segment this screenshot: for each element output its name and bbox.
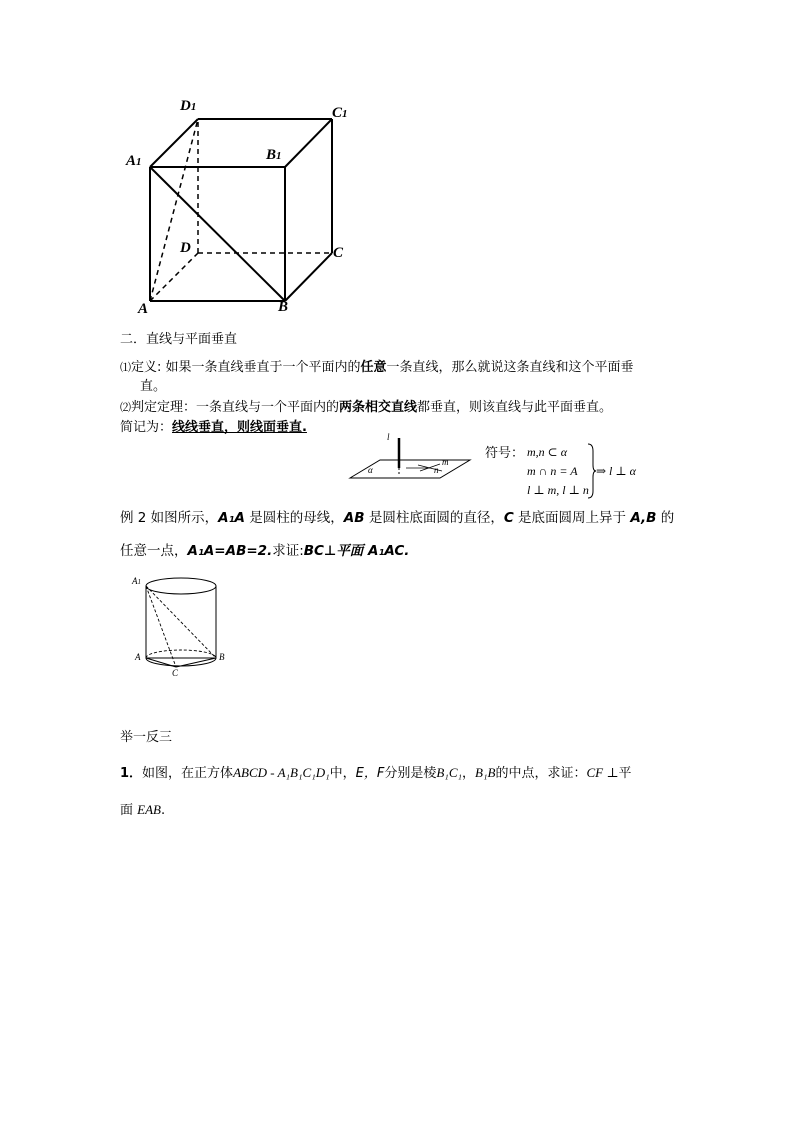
symbols-result: ⇒ l ⊥ α xyxy=(596,464,636,478)
label-alpha: α xyxy=(368,465,373,475)
cylinder-figure xyxy=(132,572,232,682)
symbols-line3: l ⊥ m, l ⊥ n xyxy=(527,483,589,497)
practice-line1: 1．如图，在正方体ABCD - A₁B₁C₁D₁中，E，F分别是棱B₁C₁，B₁B的中点，求证：CF ⊥平 xyxy=(120,765,632,781)
plane-figure xyxy=(348,434,473,484)
practice-heading: 举一反三 xyxy=(120,730,173,745)
cylinder-diagram xyxy=(132,572,232,682)
theorem-line: ⑵判定定理：一条直线与一个平面内的两条相交直线都垂直，则该直线与此平面垂直。 xyxy=(120,400,613,415)
label-b1: B1 xyxy=(266,147,282,163)
cyl-label-a: A xyxy=(135,652,141,662)
cyl-label-a1: A1 xyxy=(132,576,141,586)
plane-diagram xyxy=(348,434,473,484)
edge-a-d xyxy=(150,253,198,301)
symbols-label: 符号： xyxy=(485,446,525,461)
label-c: C xyxy=(333,245,344,261)
symbols-line2: m ∩ n = A xyxy=(527,464,578,478)
definition-line1: ⑴定义: 如果一条直线垂直于一个平面内的任意一条直线，那么就说这条直线和这个平面垂 xyxy=(120,360,634,375)
label-d: D xyxy=(180,240,191,256)
definition-line2: 直。 xyxy=(140,379,167,394)
edge-a1-d1 xyxy=(150,119,198,167)
label-c1: C1 xyxy=(332,105,348,121)
example2-line1: 例 2 如图所示，A₁A 是圆柱的母线，AB 是圆柱底面圆的直径，C 是底面圆周上异于 A,B 的 xyxy=(120,510,675,526)
cyl-label-b: B xyxy=(219,652,225,662)
practice-line2: 面 EAB. xyxy=(120,802,166,818)
label-a1: A1 xyxy=(126,153,142,169)
example2-line2: 任意一点，A₁A=AB=2.求证:BC⊥平面 A₁AC. xyxy=(120,543,410,559)
diag-a-d1 xyxy=(150,119,198,301)
edge-b-c xyxy=(285,253,332,301)
memo-line: 简记为：线线垂直，则线面垂直. xyxy=(120,420,307,435)
label-m: m xyxy=(442,457,449,467)
label-b: B xyxy=(278,299,289,315)
symbols-line1: m,n ⊂ α xyxy=(527,445,568,459)
cube-diagram xyxy=(120,95,360,325)
label-d1: D1 xyxy=(180,98,197,114)
edge-b1-c1 xyxy=(285,119,332,167)
label-n: n xyxy=(434,465,439,475)
label-l: l xyxy=(387,432,390,442)
label-a: A xyxy=(138,301,149,317)
section2-heading: 二．直线与平面垂直 xyxy=(120,332,238,347)
cyl-label-c: C xyxy=(172,668,179,678)
cube-figure xyxy=(120,95,360,325)
